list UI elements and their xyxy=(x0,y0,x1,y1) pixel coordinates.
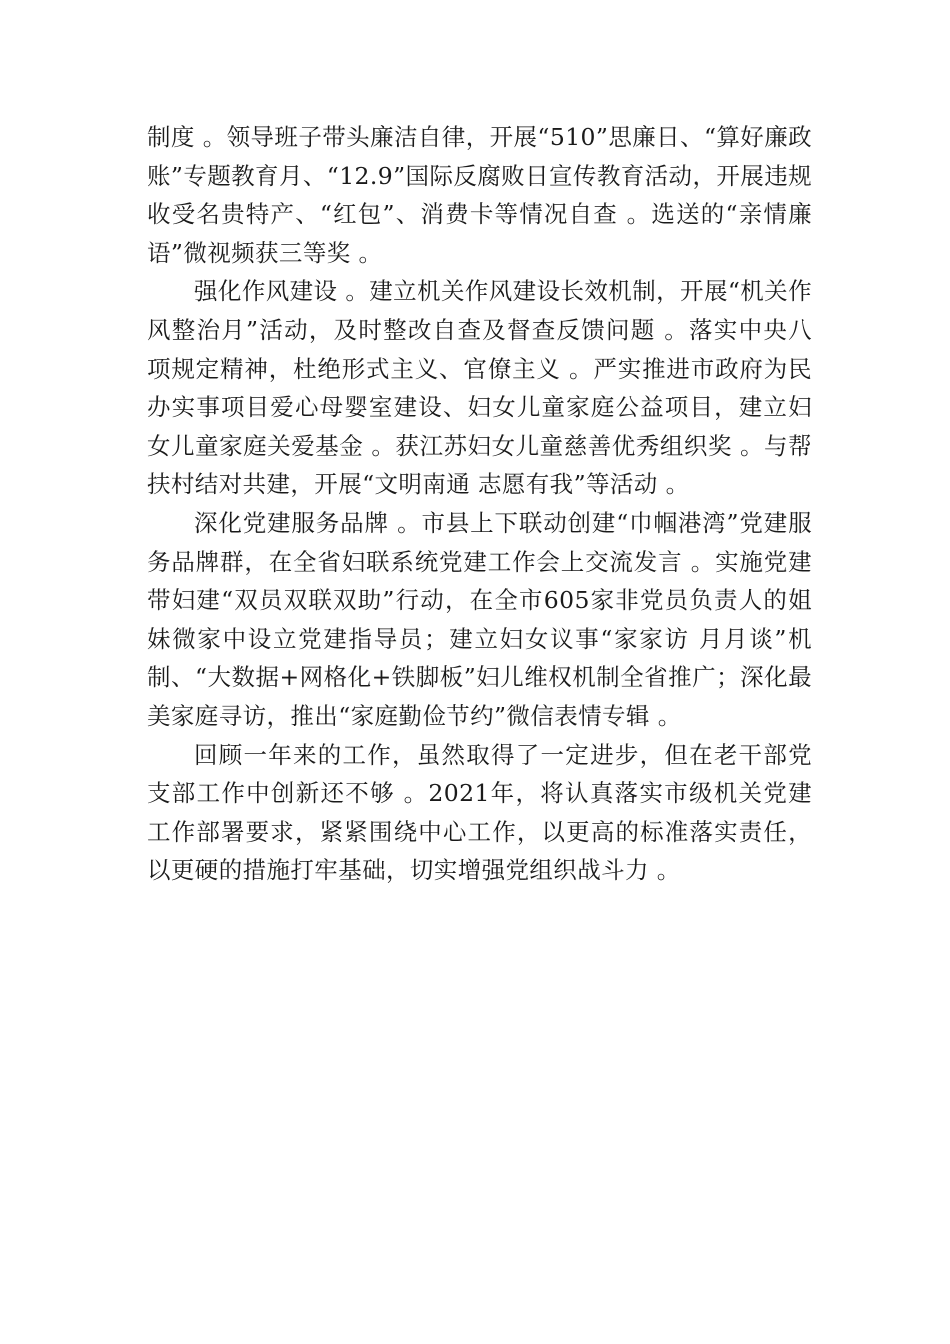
paragraph-party-building-brand: 深化党建服务品牌 。市县上下联动创建“巾帼港湾”党建服务品牌群，在全省妇联系统党建工作会上交流发言 。实施党建带妇建“双员双联双助”行动，在全市605家非党员负责人的姐妹微家中设立党建指导员；建立妇女议事“家家访 月月谈”机制、“大数据+网格化+铁脚板”妇儿维权机制全省推广；深化最美家庭寻访，推出“家庭勤俭节约”微信表情专辑 。 xyxy=(147,508,812,730)
document-body xyxy=(147,118,812,890)
paragraph-discipline-system: 制度 。领导班子带头廉洁自律，开展“510”思廉日、“算好廉政账”专题教育月、“12.9”国际反腐败日宣传教育活动，开展违规收受名贵特产、“红包”、消费卡等情况自查 。选送的“亲情廉语”微视频获三等奖 。 xyxy=(147,123,812,267)
paragraph-review-outlook: 回顾一年来的工作，虽然取得了一定进步，但在老干部党支部工作中创新还不够 。2021年，将认真落实市级机关党建工作部署要求，紧紧围绕中心工作，以更高的标准落实责任，以更硬的措施打牢基础，切实增强党组织战斗力 。 xyxy=(147,740,812,885)
paragraph-work-style: 强化作风建设 。建立机关作风建设长效机制，开展“机关作风整治月”活动，及时整改自查及督查反馈问题 。落实中央八项规定精神，杜绝形式主义、官僚主义 。严实推进市政府为民办实事项目爱心母婴室建设、妇女儿童家庭公益项目，建立妇女儿童家庭关爱基金 。获江苏妇女儿童慈善优秀组织奖 。与帮扶村结对共建，开展“文明南通 志愿有我”等活动 。 xyxy=(147,277,812,499)
